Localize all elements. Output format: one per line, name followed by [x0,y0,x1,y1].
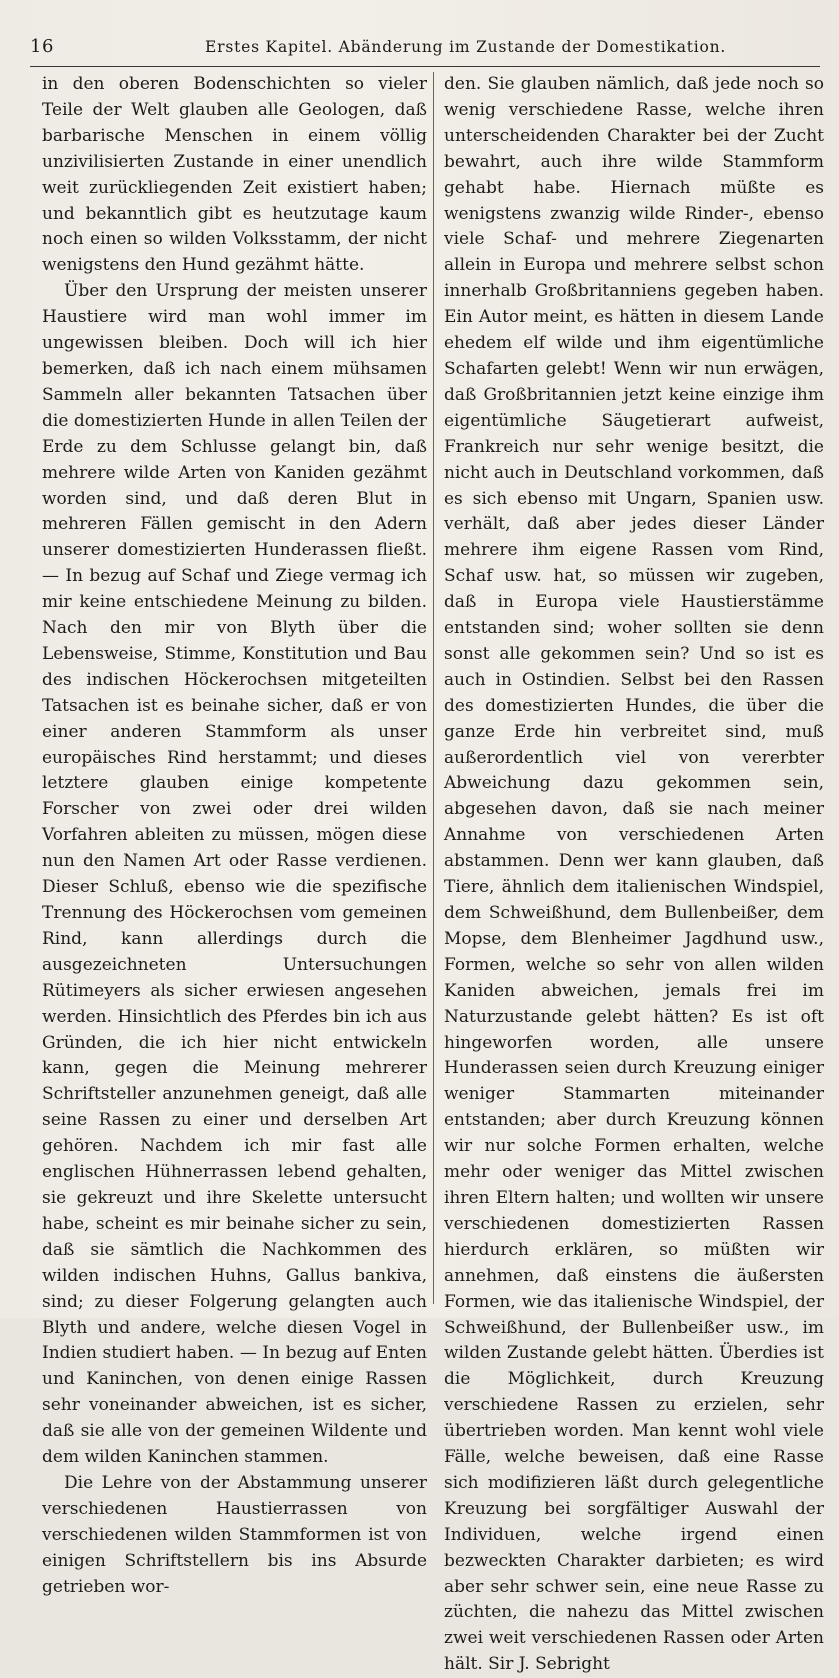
page-header [30,30,820,64]
paragraph: Über den Ursprung der meisten unserer Haustiere wird man wohl immer im ungewissen bleiben. Doch will ich hier bemerken, daß ich nach einem mühsamen Sammeln aller bekannten Tatsachen über die domestizierten Hunde in allen Teilen der Erde zu dem Schlusse gelangt bin, daß mehrere wilde Arten von Kaniden gezähmt worden sind, und daß deren Blut in mehreren Fällen gemischt in den Adern unserer domestizierten Hunderassen fließt. — In bezug auf Schaf und Ziege vermag ich mir keine entschiedene Meinung zu bilden. Nach den mir von Blyth über die Lebensweise, Stimme, Konstitution und Bau des indischen Höckerochsen mitgeteilten Tatsachen ist es beinahe sicher, daß er von einer anderen Stammform als unser europäisches Rind herstammt; und dieses letztere glauben einige kompetente Forscher von zwei oder drei wilden Vorfahren ableiten zu müssen, mögen diese nun den Namen Art oder Rasse verdienen. Dieser Schluß, ebenso wie die spezifische Trennung des Höckerochsen vom gemeinen Rind, kann allerdings durch die ausgezeichneten Untersuchungen Rütimeyers als sicher erwiesen angesehen werden. Hinsichtlich des Pferdes bin ich aus Gründen, die ich hier nicht entwickeln kann, gegen die Meinung mehrerer Schriftsteller anzunehmen geneigt, daß alle seine Rassen zu einer und derselben Art gehören. Nachdem ich mir fast alle englischen Hühnerrassen lebend gehalten, sie gekreuzt und ihre Skelette untersucht habe, scheint es mir beinahe sicher zu sein, daß sie sämtlich die Nachkommen des wilden indischen Huhns, Gallus bankiva, sind; zu dieser Folgerung gelangten auch Blyth und andere, welche diesen Vogel in Indien studiert haben. — In bezug auf Enten und Kaninchen, von denen einige Rassen sehr voneinander abweichen, ist es sicher, daß sie alle von der gemeinen Wildente und dem wilden Kaninchen stammen. [42,281,427,1468]
running-title: Erstes Kapitel. Abänderung im Zustande der Domestikation. [205,38,727,56]
page-number: 16 [30,36,54,57]
column-divider [433,72,434,1304]
header-rule [30,66,820,67]
left-column [42,72,427,1597]
paragraph: den. Sie glauben nämlich, daß jede noch so wenig verschiedene Rasse, welche ihren unterscheidenden Charakter bei der Zucht bewahrt, auch ihre wilde Stammform gehabt habe. Hiernach müßte es wenigstens zwanzig wilde Rinder-, ebenso viele Schaf- und mehrere Ziegenarten allein in Europa und mehrere selbst schon innerhalb Großbritanniens gegeben haben. Ein Autor meint, es hätten in diesem Lande ehedem elf wilde und ihm eigentümliche Schafarten gelebt! Wenn wir nun erwägen, daß Großbritannien jetzt keine einzige ihm eigentümliche Säugetierart aufweist, Frankreich nur sehr wenige besitzt, die nicht auch in Deutschland vorkommen, daß es sich ebenso mit Ungarn, Spanien usw. verhält, daß aber jedes dieser Länder mehrere ihm eigene Rassen vom Rind, Schaf usw. hat, so müssen wir zugeben, daß in Europa viele Haustierstämme entstanden sind; woher sollten sie denn sonst alle gekommen sein? Und so ist es auch in Ostindien. Selbst bei den Rassen des domestizierten Hundes, die über die ganze Erde hin verbreitet sind, muß außerordentlich viel von vererbter Abweichung dazu gekommen sein, abgesehen davon, daß sie nach meiner Annahme von verschiedenen Arten abstammen. Denn wer kann glauben, daß Tiere, ähnlich dem italienischen Windspiel, dem Schweißhund, dem Bullenbeißer, dem Mopse, dem Blenheimer Jagdhund usw., Formen, welche so sehr von allen wilden Kaniden abweichen, jemals frei im Naturzustande gelebt hätten? Es ist oft hingeworfen worden, alle unsere Hunderassen seien durch Kreuzung einiger weniger Stammarten miteinander entstanden; aber durch Kreuzung können wir nur solche Formen erhalten, welche mehr oder weniger das Mittel zwischen ihren Eltern halten; und wollten wir unsere verschiedenen domestizierten Rassen hierdurch erklären, so müßten wir annehmen, daß einstens die äußersten Formen, wie das italienische Windspiel, der Schweißhund, der Bullenbeißer usw., im wilden Zustande gelebt hätten. Überdies ist die Möglichkeit, durch Kreuzung verschiedene Rassen zu erzielen, sehr übertrieben worden. Man kennt wohl viele Fälle, welche beweisen, daß eine Rasse sich modifizieren läßt durch gelegentliche Kreuzung bei sorgfältiger Auswahl der Individuen, welche irgend einen bezweckten Charakter darbieten; es wird aber sehr schwer sein, eine neue Rasse zu züchten, die nahezu das Mittel zwischen zwei weit verschiedenen Rassen oder Arten hält. Sir J. Sebright [444,74,824,1675]
right-column [444,72,824,1675]
paragraph: in den oberen Bodenschichten so vieler Teile der Welt glauben alle Geologen, daß barbarische Menschen in einem völlig unzivilisierten Zustande in einer unendlich weit zurückliegenden Zeit existiert haben; und bekanntlich gibt es heutzutage kaum noch einen so wilden Volksstamm, der nicht wenigstens den Hund gezähmt hätte. [42,74,427,276]
paragraph: Die Lehre von der Abstammung unserer verschiedenen Haustierrassen von verschiedenen wilden Stammformen ist von einigen Schriftstellern bis ins Absurde getrieben wor- [42,1472,427,1597]
